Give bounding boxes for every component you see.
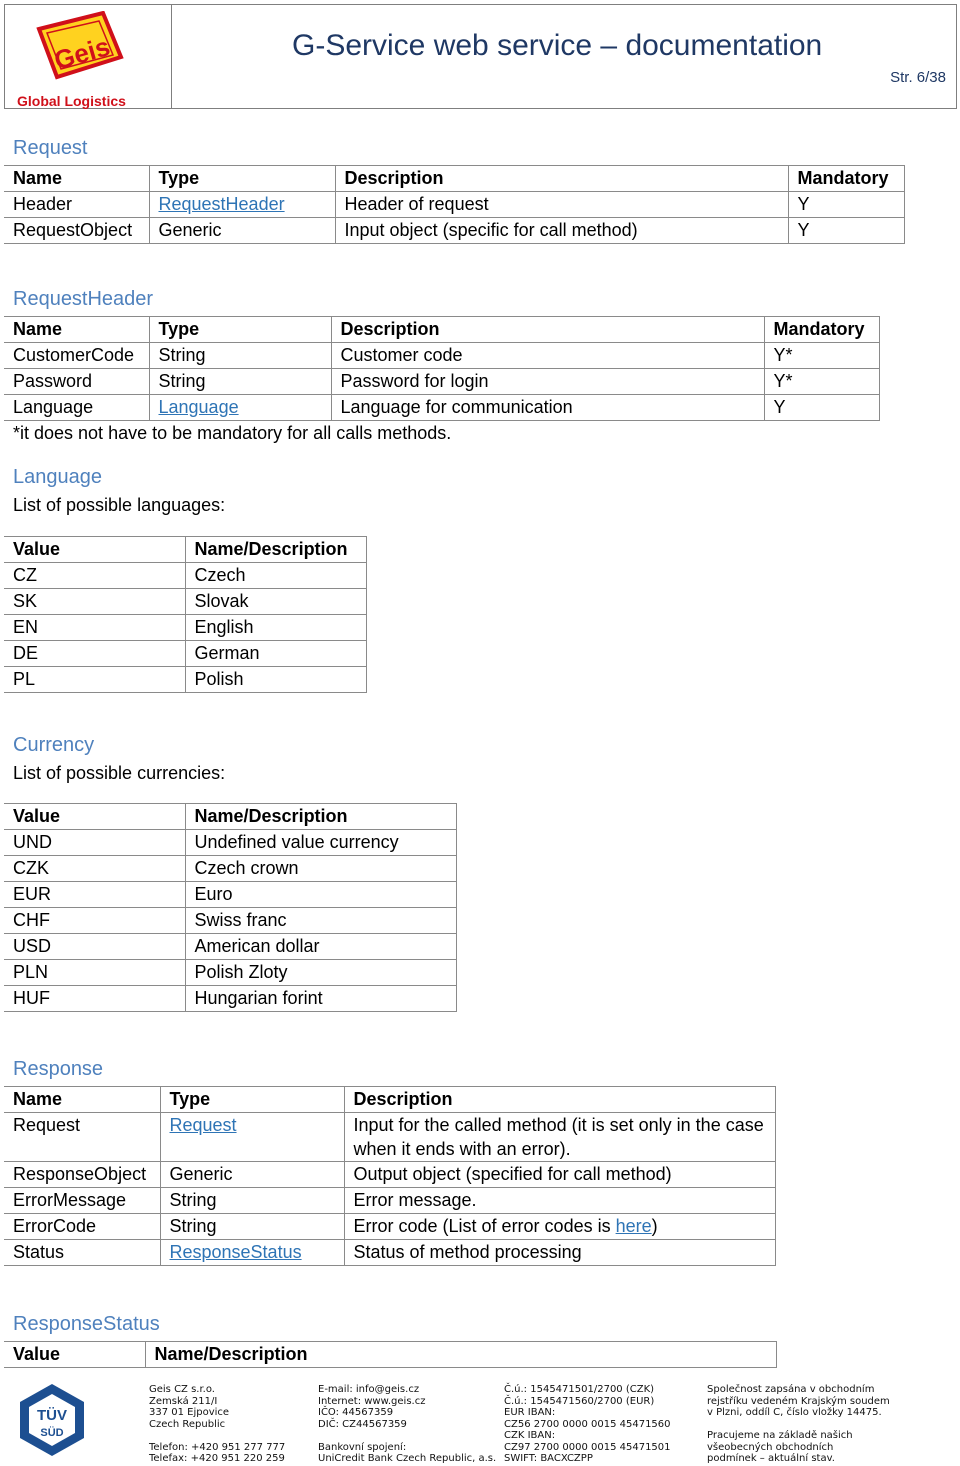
cell-name: English	[185, 615, 366, 641]
cell-name: Swiss franc	[185, 908, 456, 934]
column-header: Type	[149, 166, 335, 192]
cell-description	[344, 1214, 775, 1240]
cell-value: DE	[4, 641, 185, 667]
table-row	[4, 856, 456, 882]
table-row	[4, 1240, 775, 1266]
footer-company	[149, 1384, 285, 1465]
link-response-status[interactable]: ResponseStatus	[169, 1242, 302, 1262]
section-title-language: Language	[13, 466, 102, 488]
footer-line: CZK IBAN:	[504, 1430, 556, 1441]
tuv-certification-icon	[14, 1382, 90, 1458]
table-row	[4, 615, 366, 641]
table-row	[4, 369, 879, 395]
cell-type	[160, 1113, 344, 1162]
column-header: Mandatory	[764, 317, 879, 343]
column-header: Name/Description	[145, 1342, 776, 1368]
cell-value: PL	[4, 667, 185, 693]
link-error-codes[interactable]: here	[615, 1216, 652, 1236]
cell-name: ErrorMessage	[4, 1188, 160, 1214]
footer-line: Bankovní spojení:	[318, 1441, 407, 1453]
cell-description: Input for the called method (it is set only in the case when it ends with an error).	[344, 1113, 775, 1162]
cell-name: RequestObject	[4, 218, 149, 244]
table-header-row	[4, 537, 366, 563]
cell-value: HUF	[4, 986, 185, 1012]
cell-description: Output object (specified for call method)	[344, 1162, 775, 1188]
cell-name: CustomerCode	[4, 343, 149, 369]
footer-line: E-mail: info@geis.cz	[318, 1384, 420, 1395]
cell-description: Error message.	[344, 1188, 775, 1214]
table-row	[4, 1214, 775, 1240]
footer-line: UniCredit Bank Czech Republic, a.s.	[318, 1453, 497, 1464]
table-row	[4, 986, 456, 1012]
description-text: )	[651, 1216, 658, 1236]
cell-mandatory: Y	[788, 192, 904, 218]
footer-accounts	[504, 1384, 671, 1465]
cell-name: Polish	[185, 667, 366, 693]
logo-cell	[5, 5, 172, 108]
footer-line: 337 01 Ejpovice	[149, 1407, 230, 1418]
footer-line: IČO: 44567359	[318, 1407, 394, 1418]
cell-description: Status of method processing	[344, 1240, 775, 1266]
footer-line: všeobecných obchodních	[707, 1441, 834, 1453]
cell-value: UND	[4, 830, 185, 856]
cell-name: Euro	[185, 882, 456, 908]
cell-value: EUR	[4, 882, 185, 908]
response-status-table	[4, 1341, 777, 1368]
table-row	[4, 830, 456, 856]
footer-line: Č.ú.: 1545471560/2700 (EUR)	[504, 1395, 655, 1407]
cell-mandatory: Y*	[764, 369, 879, 395]
column-header: Value	[4, 1342, 145, 1368]
section-title-request-header: RequestHeader	[13, 288, 154, 310]
table-row	[4, 641, 366, 667]
cell-type	[160, 1240, 344, 1266]
cell-type: String	[149, 343, 331, 369]
footer-contact	[318, 1384, 496, 1465]
description-text: Error code (List of error codes is	[353, 1216, 616, 1236]
table-header-row	[4, 166, 904, 192]
section-title-request: Request	[13, 137, 88, 159]
cell-type: String	[160, 1214, 344, 1240]
footer-line: Telefon: +420 951 277 777	[149, 1441, 286, 1453]
table-row	[4, 934, 456, 960]
page-footer	[0, 1376, 960, 1466]
cell-name: Polish Zloty	[185, 960, 456, 986]
table-header-row	[4, 1087, 775, 1113]
footer-line: v Plzni, oddíl C, číslo vložky 14475.	[707, 1407, 882, 1418]
svg-text:Geis: Geis	[50, 31, 114, 76]
cell-description: Password for login	[331, 369, 764, 395]
footer-line: rejstříku vedeném Krajským soudem	[707, 1395, 890, 1407]
table-row	[4, 589, 366, 615]
footer-line: Společnost zapsána v obchodním	[707, 1384, 875, 1395]
footer-line: Zemská 211/I	[149, 1395, 218, 1407]
footer-line: CZ56 2700 0000 0015 45471560	[504, 1418, 671, 1430]
cell-name: American dollar	[185, 934, 456, 960]
column-header: Name/Description	[185, 804, 456, 830]
column-header: Mandatory	[788, 166, 904, 192]
response-table	[4, 1086, 776, 1266]
column-header: Type	[149, 317, 331, 343]
cell-name: German	[185, 641, 366, 667]
section-title-response-status: ResponseStatus	[13, 1313, 160, 1335]
document-title: G-Service web service – documentation	[292, 29, 823, 62]
language-intro: List of possible languages:	[13, 495, 226, 515]
column-header: Description	[335, 166, 788, 192]
table-header-row	[4, 1342, 776, 1368]
cell-name: ResponseObject	[4, 1162, 160, 1188]
cell-name: Hungarian forint	[185, 986, 456, 1012]
language-table	[4, 536, 367, 693]
column-header: Description	[331, 317, 764, 343]
cell-name: Request	[4, 1113, 160, 1162]
request-table	[4, 165, 905, 244]
cell-name: ErrorCode	[4, 1214, 160, 1240]
cell-type: Generic	[149, 218, 335, 244]
cell-value: PLN	[4, 960, 185, 986]
table-row	[4, 667, 366, 693]
svg-text:TÜV: TÜV	[37, 1407, 67, 1424]
table-row	[4, 343, 879, 369]
column-header: Name	[4, 166, 149, 192]
cell-name: Slovak	[185, 589, 366, 615]
column-header: Value	[4, 804, 185, 830]
footer-line: Internet: www.geis.cz	[318, 1395, 426, 1407]
footer-line: Pracujeme na základě našich	[707, 1430, 853, 1441]
table-row	[4, 218, 904, 244]
cell-name: Undefined value currency	[185, 830, 456, 856]
cell-name: Password	[4, 369, 149, 395]
table-row	[4, 192, 904, 218]
footer-line: Telefax: +420 951 220 259	[149, 1453, 285, 1464]
footer-line: SWIFT: BACXCZPP	[504, 1453, 593, 1464]
cell-value: CZ	[4, 563, 185, 589]
cell-description: Customer code	[331, 343, 764, 369]
cell-value: EN	[4, 615, 185, 641]
cell-name: Czech	[185, 563, 366, 589]
cell-value: CZK	[4, 856, 185, 882]
column-header: Name/Description	[185, 537, 366, 563]
column-header: Value	[4, 537, 185, 563]
footer-line: DIČ: CZ44567359	[318, 1418, 407, 1430]
mandatory-note: *it does not have to be mandatory for all calls methods.	[13, 423, 452, 443]
svg-text:SÜD: SÜD	[40, 1427, 64, 1439]
link-language[interactable]: Language	[158, 397, 239, 417]
cell-type: String	[160, 1188, 344, 1214]
link-request-header[interactable]: RequestHeader	[158, 194, 285, 214]
footer-line: podmínek – aktuální stav.	[707, 1453, 835, 1464]
cell-name: Status	[4, 1240, 160, 1266]
column-header: Name	[4, 317, 149, 343]
table-row	[4, 1113, 775, 1162]
section-title-response: Response	[13, 1058, 104, 1080]
cell-mandatory: Y*	[764, 343, 879, 369]
cell-description: Language for communication	[331, 395, 764, 421]
column-header: Name	[4, 1087, 160, 1113]
currency-intro: List of possible currencies:	[13, 763, 226, 783]
table-header-row	[4, 804, 456, 830]
footer-line: Czech Republic	[149, 1418, 226, 1430]
table-row	[4, 908, 456, 934]
cell-value: USD	[4, 934, 185, 960]
cell-mandatory: Y	[788, 218, 904, 244]
link-request[interactable]: Request	[169, 1115, 237, 1135]
logo-tagline: Global Logistics	[17, 93, 126, 109]
request-header-table	[4, 316, 880, 421]
cell-name: Header	[4, 192, 149, 218]
currency-table	[4, 803, 457, 1012]
footer-line: EUR IBAN:	[504, 1407, 556, 1418]
table-row	[4, 960, 456, 986]
table-row	[4, 882, 456, 908]
footer-line: Geis CZ s.r.o.	[149, 1384, 215, 1395]
column-header: Description	[344, 1087, 775, 1113]
cell-description: Input object (specific for call method)	[335, 218, 788, 244]
cell-description: Header of request	[335, 192, 788, 218]
table-header-row	[4, 317, 879, 343]
table-row	[4, 1162, 775, 1188]
table-row	[4, 563, 366, 589]
page-number: Str. 6/38	[890, 69, 946, 86]
footer-line: Č.ú.: 1545471501/2700 (CZK)	[504, 1384, 655, 1395]
footer-line: CZ97 2700 0000 0015 45471501	[504, 1441, 671, 1453]
footer-registry	[707, 1384, 890, 1465]
cell-name: Czech crown	[185, 856, 456, 882]
cell-mandatory: Y	[764, 395, 879, 421]
cell-value: SK	[4, 589, 185, 615]
geis-logo-icon	[33, 11, 125, 89]
cell-type: String	[149, 369, 331, 395]
section-title-currency: Currency	[13, 734, 95, 756]
table-row	[4, 395, 879, 421]
cell-type	[149, 192, 335, 218]
cell-value: CHF	[4, 908, 185, 934]
cell-type	[149, 395, 331, 421]
column-header: Type	[160, 1087, 344, 1113]
table-row	[4, 1188, 775, 1214]
cell-name: Language	[4, 395, 149, 421]
cell-type: Generic	[160, 1162, 344, 1188]
page-header	[4, 4, 957, 109]
